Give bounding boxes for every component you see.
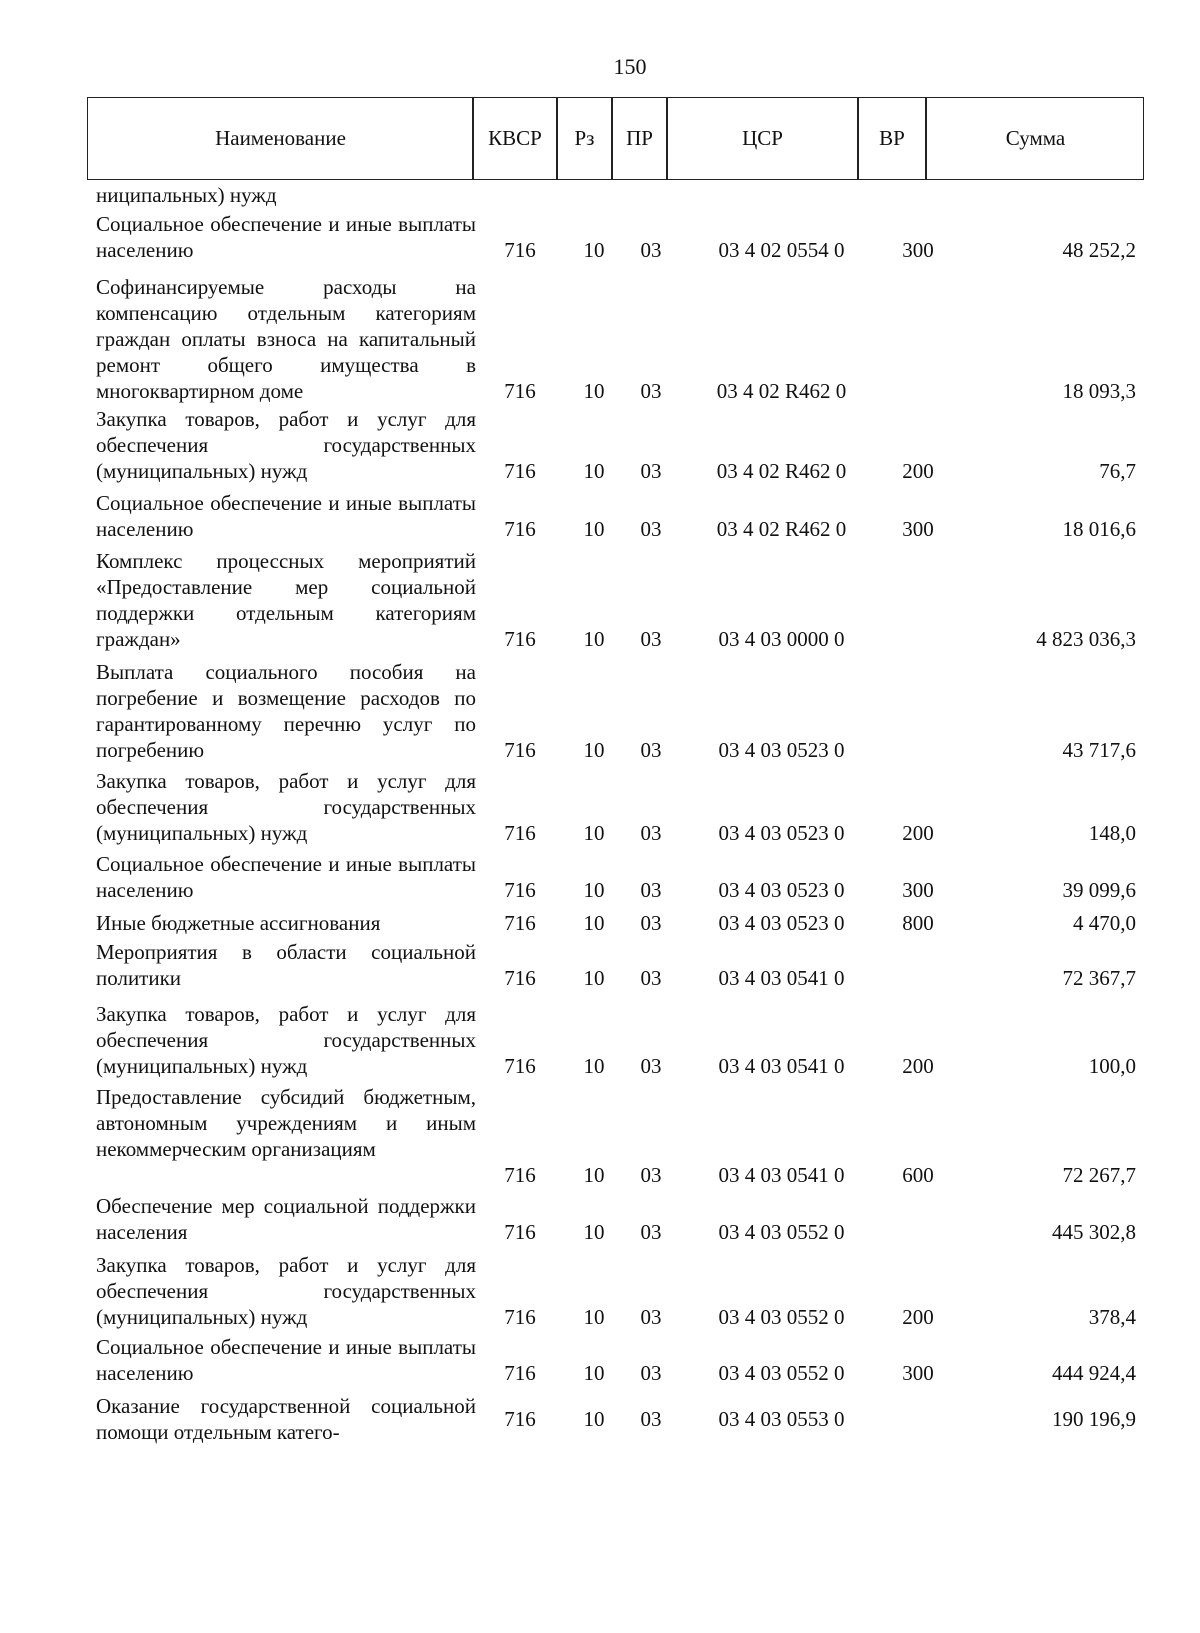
row-kvsr: 716 — [504, 1220, 536, 1244]
table-row — [0, 182, 1200, 208]
table-row — [0, 406, 1200, 484]
row-rz: 10 — [583, 821, 605, 845]
row-pr: 03 — [640, 1163, 662, 1187]
table-row — [0, 768, 1200, 846]
row-kvsr: 716 — [504, 1407, 536, 1431]
row-name: Оказание государственной социальной помощи отдельным катего- — [96, 1394, 476, 1444]
row-rz: 10 — [583, 966, 605, 990]
row-rz: 10 — [583, 911, 605, 935]
row-name: Мероприятия в области социальной политики — [96, 940, 476, 990]
row-kvsr: 716 — [504, 911, 536, 935]
table-row — [0, 851, 1200, 903]
row-sum: 444 924,4 — [1052, 1361, 1136, 1385]
column-divider — [556, 97, 558, 180]
header-vr: ВР — [879, 126, 905, 150]
row-vr: 200 — [902, 1305, 934, 1329]
row-pr: 03 — [640, 627, 662, 651]
row-rz: 10 — [583, 1361, 605, 1385]
row-name: Предоставление субсидий бюджетным, автономным учреждениям и иным некоммерческим организациям — [96, 1085, 476, 1161]
row-rz: 10 — [583, 1220, 605, 1244]
row-sum: 76,7 — [1099, 459, 1136, 483]
row-sum: 18 016,6 — [1062, 517, 1136, 541]
row-vr: 200 — [902, 459, 934, 483]
row-vr: 300 — [902, 238, 934, 262]
header-sum: Сумма — [1005, 126, 1066, 150]
row-csr: 03 4 03 0000 0 — [718, 627, 845, 651]
row-rz: 10 — [583, 738, 605, 762]
table-header — [87, 97, 1144, 180]
row-name: Закупка товаров, работ и услуг для обеспечения государственных (муниципальных) нужд — [96, 407, 476, 483]
row-rz: 10 — [583, 517, 605, 541]
row-kvsr: 716 — [504, 738, 536, 762]
row-kvsr: 716 — [504, 379, 536, 403]
table-row — [0, 659, 1200, 763]
column-divider — [611, 97, 613, 180]
row-kvsr: 716 — [504, 459, 536, 483]
row-name: Выплата социального пособия на погребение и возмещение расходов по гарантированному перечню услуг по погребению — [96, 660, 476, 762]
row-csr: 03 4 03 0541 0 — [718, 1054, 845, 1078]
row-name: Социальное обеспечение и иные выплаты населению — [96, 852, 476, 902]
row-sum: 445 302,8 — [1052, 1220, 1136, 1244]
row-csr: 03 4 03 0552 0 — [718, 1305, 845, 1329]
row-name: ниципальных) нужд — [96, 183, 277, 207]
row-sum: 72 367,7 — [1062, 966, 1136, 990]
row-sum: 148,0 — [1088, 821, 1136, 845]
row-vr: 800 — [902, 911, 934, 935]
row-kvsr: 716 — [504, 1054, 536, 1078]
row-sum: 48 252,2 — [1062, 238, 1136, 262]
table-row — [0, 490, 1200, 542]
row-rz: 10 — [583, 459, 605, 483]
column-divider — [925, 97, 927, 180]
row-csr: 03 4 03 0523 0 — [718, 911, 845, 935]
row-name: Закупка товаров, работ и услуг для обеспечения государственных (муниципальных) нужд — [96, 1002, 476, 1078]
row-sum: 100,0 — [1088, 1054, 1136, 1078]
header-kvsr: КВСР — [488, 126, 542, 150]
row-pr: 03 — [640, 517, 662, 541]
header-pr: ПР — [626, 126, 653, 150]
row-pr: 03 — [640, 1054, 662, 1078]
row-name: Социальное обеспечение и иные выплаты населению — [96, 1335, 476, 1385]
row-rz: 10 — [583, 379, 605, 403]
row-sum: 378,4 — [1088, 1305, 1136, 1329]
row-name: Закупка товаров, работ и услуг для обеспечения государственных (муниципальных) нужд — [96, 1253, 476, 1329]
column-divider — [857, 97, 859, 180]
row-csr: 03 4 03 0523 0 — [718, 878, 845, 902]
header-rz: Рз — [574, 126, 595, 150]
column-divider — [666, 97, 668, 180]
row-sum: 190 196,9 — [1052, 1407, 1136, 1431]
row-vr: 200 — [902, 1054, 934, 1078]
row-pr: 03 — [640, 878, 662, 902]
row-name: Обеспечение мер социальной поддержки населения — [96, 1194, 476, 1244]
table-row — [0, 1001, 1200, 1079]
row-sum: 4 823 036,3 — [1036, 627, 1136, 651]
row-name: Закупка товаров, работ и услуг для обеспечения государственных (муниципальных) нужд — [96, 769, 476, 845]
table-row — [0, 1252, 1200, 1330]
table-row — [0, 939, 1200, 991]
row-kvsr: 716 — [504, 966, 536, 990]
row-name: Софинансируемые расходы на компенсацию отдельным категориям граждан оплаты взноса на капитальный ремонт общего имущества в многоквартирном доме — [96, 275, 476, 403]
table-row — [0, 910, 1200, 936]
table-row — [0, 1084, 1200, 1188]
row-rz: 10 — [583, 878, 605, 902]
row-kvsr: 716 — [504, 517, 536, 541]
row-vr: 300 — [902, 1361, 934, 1385]
row-rz: 10 — [583, 1305, 605, 1329]
row-pr: 03 — [640, 238, 662, 262]
row-pr: 03 — [640, 821, 662, 845]
row-vr: 200 — [902, 821, 934, 845]
column-divider — [472, 97, 474, 180]
row-pr: 03 — [640, 738, 662, 762]
table-row — [0, 211, 1200, 263]
row-sum: 39 099,6 — [1062, 878, 1136, 902]
row-name: Иные бюджетные ассигнования — [96, 911, 381, 935]
row-rz: 10 — [583, 1163, 605, 1187]
row-pr: 03 — [640, 966, 662, 990]
row-sum: 72 267,7 — [1062, 1163, 1136, 1187]
row-pr: 03 — [640, 911, 662, 935]
row-pr: 03 — [640, 459, 662, 483]
row-pr: 03 — [640, 1407, 662, 1431]
row-sum: 18 093,3 — [1062, 379, 1136, 403]
row-rz: 10 — [583, 238, 605, 262]
row-kvsr: 716 — [504, 238, 536, 262]
table-row — [0, 274, 1200, 404]
header-csr: ЦСР — [742, 126, 783, 150]
row-kvsr: 716 — [504, 821, 536, 845]
row-name: Социальное обеспечение и иные выплаты населению — [96, 491, 476, 541]
row-csr: 03 4 03 0541 0 — [718, 966, 845, 990]
row-csr: 03 4 03 0553 0 — [718, 1407, 845, 1431]
row-pr: 03 — [640, 1220, 662, 1244]
row-csr: 03 4 03 0552 0 — [718, 1220, 845, 1244]
row-csr: 03 4 02 R462 0 — [716, 517, 847, 541]
row-kvsr: 716 — [504, 627, 536, 651]
row-csr: 03 4 02 R462 0 — [716, 379, 847, 403]
row-csr: 03 4 02 R462 0 — [716, 459, 847, 483]
row-kvsr: 716 — [504, 1163, 536, 1187]
row-vr: 300 — [902, 878, 934, 902]
table-row — [0, 1193, 1200, 1245]
table-row — [0, 1393, 1200, 1445]
row-csr: 03 4 03 0541 0 — [718, 1163, 845, 1187]
row-csr: 03 4 03 0523 0 — [718, 738, 845, 762]
row-csr: 03 4 03 0552 0 — [718, 1361, 845, 1385]
page-number: 150 — [613, 54, 647, 79]
table-row — [0, 548, 1200, 652]
row-sum: 43 717,6 — [1062, 738, 1136, 762]
row-pr: 03 — [640, 379, 662, 403]
row-csr: 03 4 03 0523 0 — [718, 821, 845, 845]
row-kvsr: 716 — [504, 1361, 536, 1385]
row-sum: 4 470,0 — [1073, 911, 1136, 935]
row-kvsr: 716 — [504, 878, 536, 902]
row-kvsr: 716 — [504, 1305, 536, 1329]
row-rz: 10 — [583, 627, 605, 651]
row-rz: 10 — [583, 1407, 605, 1431]
table-row — [0, 1334, 1200, 1386]
row-vr: 300 — [902, 517, 934, 541]
row-rz: 10 — [583, 1054, 605, 1078]
row-pr: 03 — [640, 1305, 662, 1329]
row-csr: 03 4 02 0554 0 — [718, 238, 845, 262]
row-name: Социальное обеспечение и иные выплаты населению — [96, 212, 476, 262]
row-name: Комплекс процессных мероприятий «Предоставление мер социальной поддержки отдельным категориям граждан» — [96, 549, 476, 651]
header-name: Наименование — [215, 126, 346, 150]
row-pr: 03 — [640, 1361, 662, 1385]
row-vr: 600 — [902, 1163, 934, 1187]
